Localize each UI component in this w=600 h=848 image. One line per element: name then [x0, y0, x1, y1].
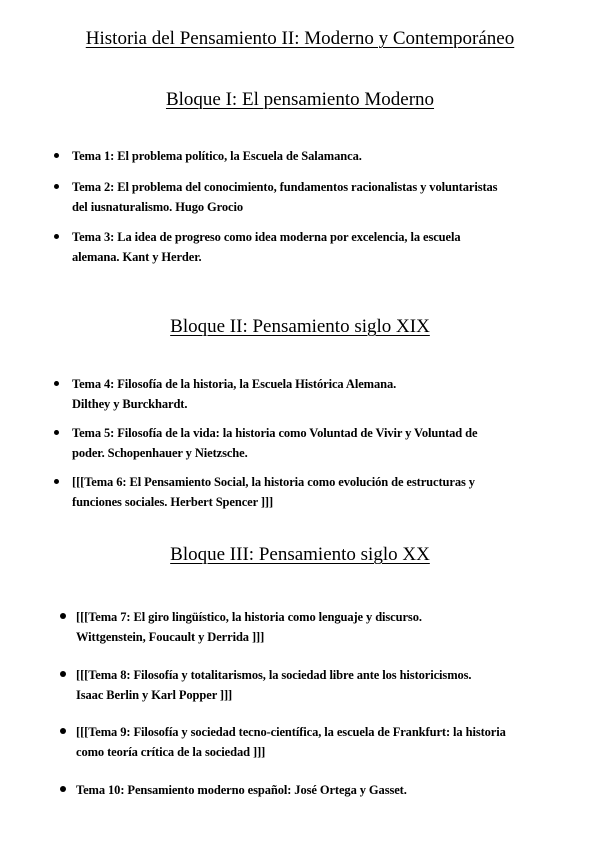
topic-line: Tema 4: Filosofía de la historia, la Escuela Histórica Alemana. — [72, 377, 397, 391]
topic-line: Tema 5: Filosofía de la vida: la historia como Voluntad de Vivir y Voluntad de — [72, 426, 478, 440]
topic-6 — [72, 472, 477, 512]
topic-line: Wittgenstein, Foucault y Derrida ]]] — [76, 630, 265, 644]
topic-line: Tema 1: El problema político, la Escuela de Salamanca. — [72, 149, 362, 163]
topic-line: [[[Tema 7: El giro lingüístico, la historia como lenguaje y discurso. — [76, 610, 422, 624]
topic-line: alemana. Kant y Herder. — [72, 250, 202, 264]
topic-line: Tema 10: Pensamiento moderno español: José Ortega y Gasset. — [76, 783, 407, 797]
topic-line: poder. Schopenhauer y Nietzsche. — [72, 446, 248, 460]
topic-line: [[[Tema 8: Filosofía y totalitarismos, la sociedad libre ante los historicismos. — [76, 668, 472, 682]
block-1-topic-list — [72, 146, 497, 267]
block-3-topic-list — [76, 607, 506, 800]
topic-10 — [76, 780, 506, 800]
topic-8 — [76, 665, 506, 705]
topic-3 — [72, 227, 497, 267]
topic-4 — [72, 374, 477, 414]
block-1-heading: Bloque I: El pensamiento Moderno — [165, 89, 435, 110]
topic-9 — [76, 722, 506, 762]
topic-line: Isaac Berlin y Karl Popper ]]] — [76, 688, 233, 702]
block-2-heading: Bloque II: Pensamiento siglo XIX — [170, 316, 430, 337]
topic-line: [[[Tema 9: Filosofía y sociedad tecno-científica, la escuela de Frankfurt: la historia — [76, 725, 506, 739]
topic-line: funciones sociales. Herbert Spencer ]]] — [72, 495, 274, 509]
topic-line: [[[Tema 6: El Pensamiento Social, la historia como evolución de estructuras y — [72, 475, 475, 489]
block-3-heading: Bloque III: Pensamiento siglo XX — [170, 544, 430, 565]
topic-line: Tema 2: El problema del conocimiento, fundamentos racionalistas y voluntaristas — [72, 180, 498, 194]
topic-line: Dilthey y Burckhardt. — [72, 397, 188, 411]
block-2-topic-list — [72, 374, 477, 512]
topic-line: como teoría crítica de la sociedad ]]] — [76, 745, 266, 759]
topic-5 — [72, 423, 477, 463]
topic-2 — [72, 177, 497, 217]
topic-1 — [72, 146, 497, 166]
topic-7 — [76, 607, 506, 647]
topic-line: Tema 3: La idea de progreso como idea moderna por excelencia, la escuela — [72, 230, 461, 244]
topic-line: del iusnaturalismo. Hugo Grocio — [72, 200, 243, 214]
document-title: Historia del Pensamiento II: Moderno y Contemporáneo — [85, 28, 515, 49]
